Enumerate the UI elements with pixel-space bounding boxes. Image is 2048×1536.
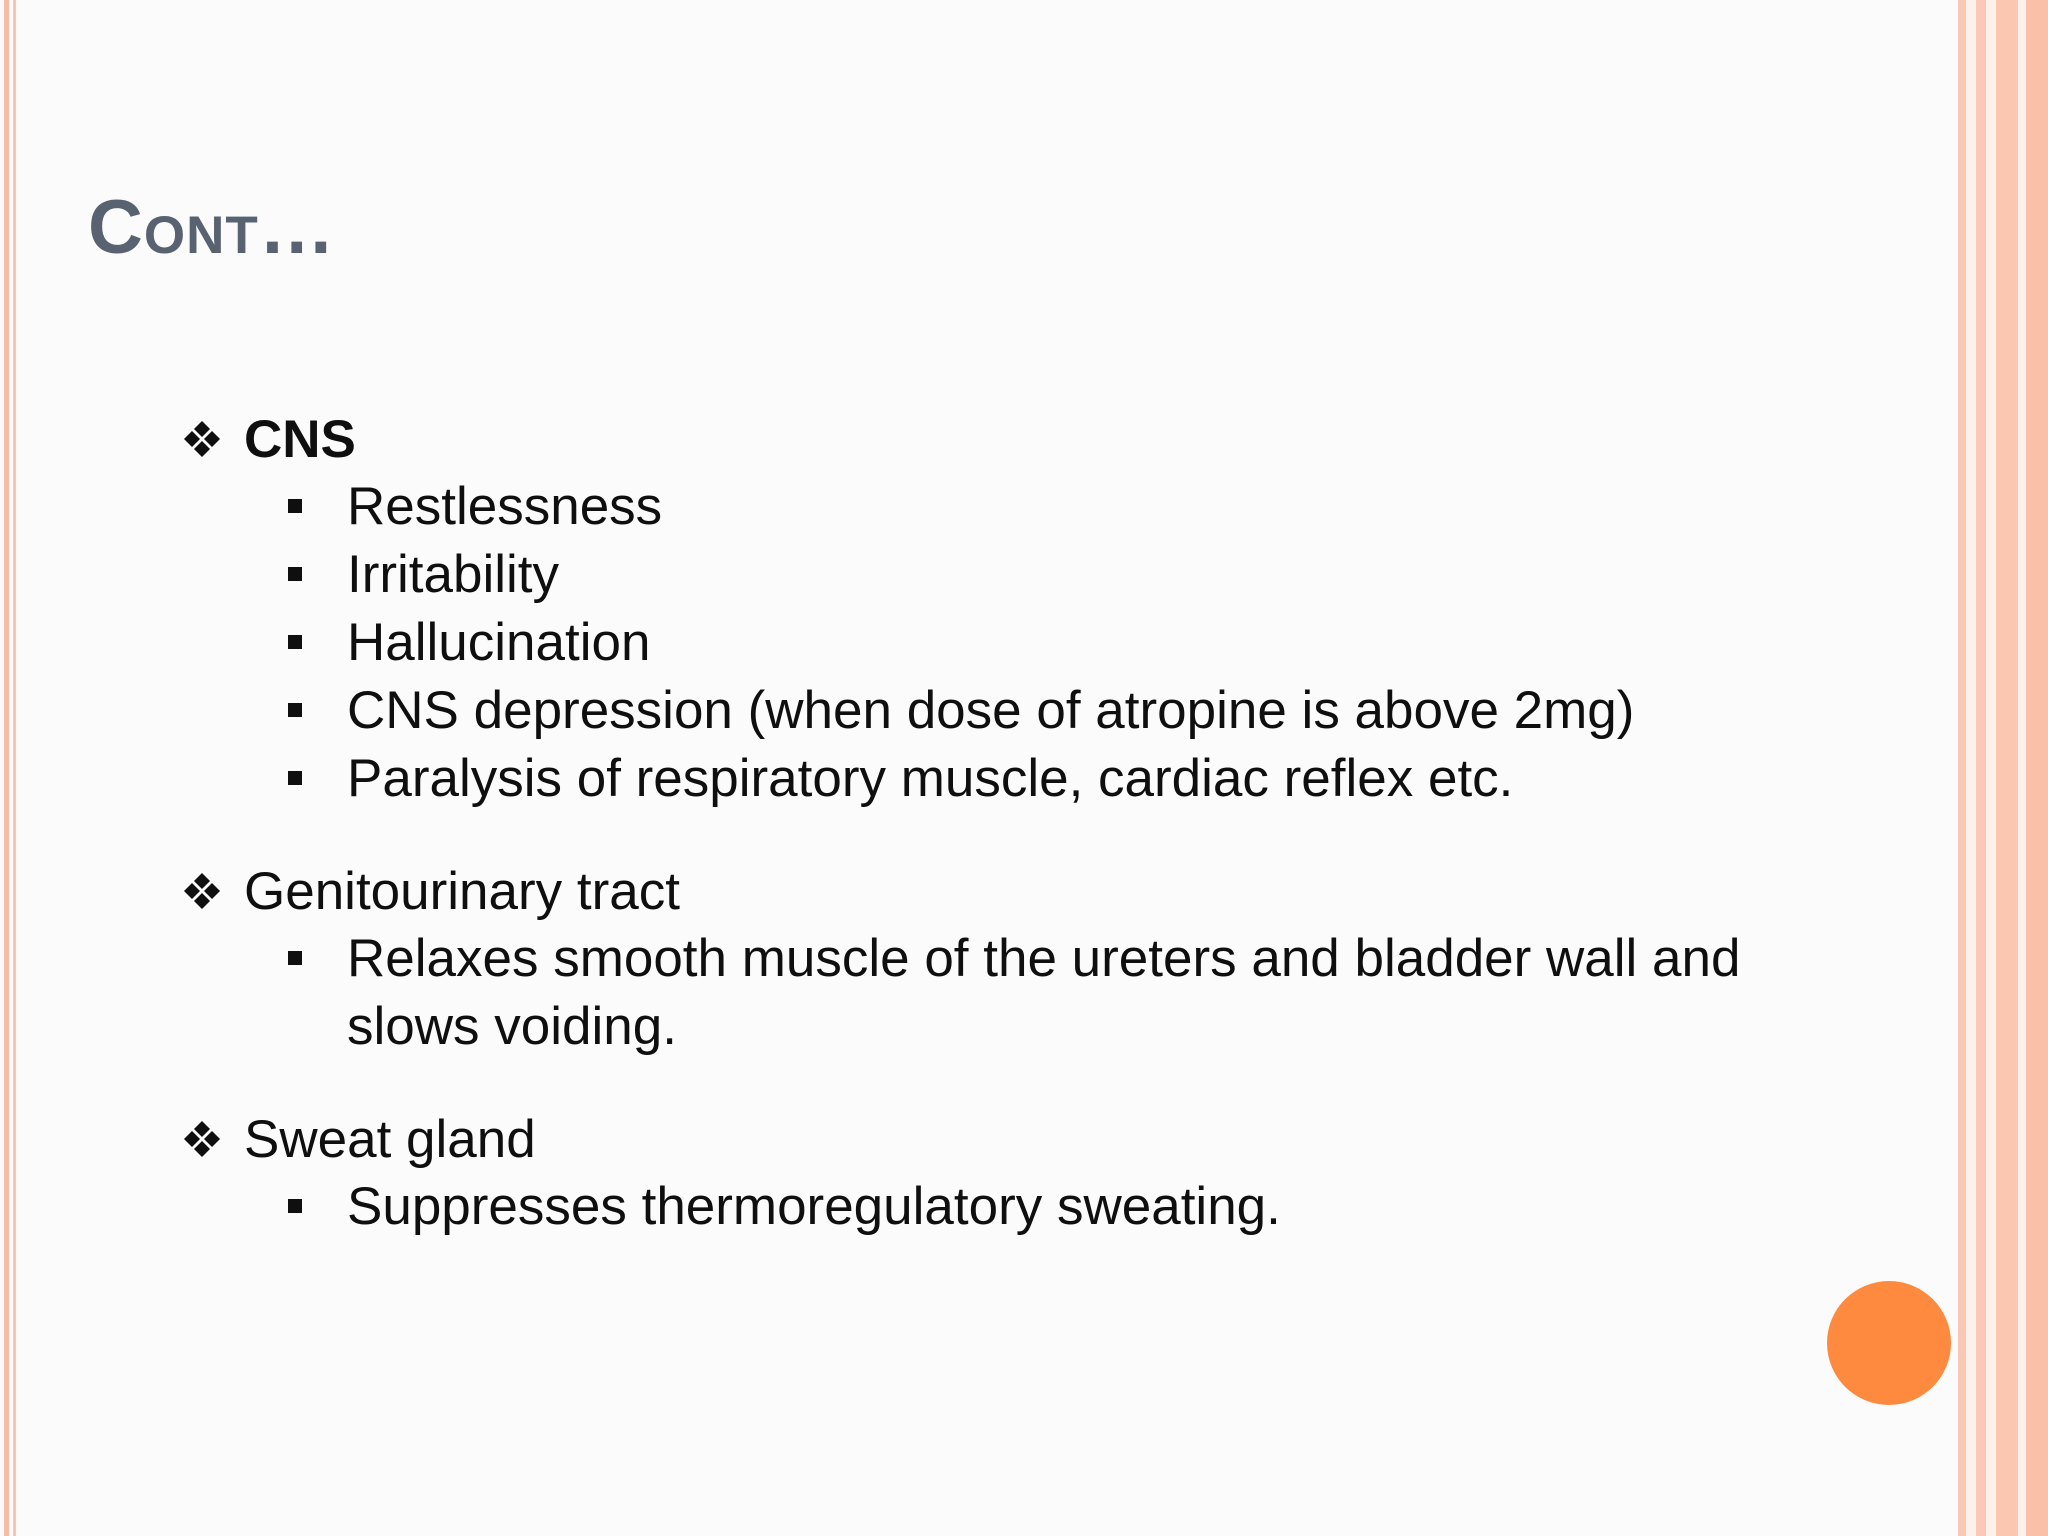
- orange-circle-decoration: [1827, 1281, 1951, 1405]
- right-border-stripe: [1996, 0, 2018, 1536]
- section-heading: [182, 1105, 1862, 1173]
- list-item: [182, 541, 1862, 609]
- list-item-text: Paralysis of respiratory muscle, cardiac reflex etc.: [347, 749, 1514, 808]
- section-heading: [182, 405, 1862, 473]
- square-bullet-icon: [288, 499, 302, 513]
- square-bullet-icon: [288, 1199, 302, 1213]
- right-border-stripe: [1958, 0, 1966, 1536]
- right-border-stripe: [2026, 0, 2048, 1536]
- list-item-text: Hallucination: [347, 613, 651, 672]
- slide-content: [182, 405, 1862, 1285]
- list-item-text: CNS depression (when dose of atropine is above 2mg): [347, 681, 1635, 740]
- section-sweat-gland: [182, 1105, 1862, 1241]
- slide-title: Cont…: [88, 185, 336, 270]
- square-bullet-icon: [288, 951, 302, 965]
- list-item: [182, 473, 1862, 541]
- right-border-stripe: [1976, 0, 1986, 1536]
- list-item: [182, 1173, 1862, 1241]
- diamond-bullet-icon: [182, 419, 222, 459]
- section-heading-label: Sweat gland: [244, 1109, 536, 1169]
- list-item: [182, 745, 1862, 813]
- square-bullet-icon: [288, 771, 302, 785]
- diamond-bullet-icon: [182, 871, 222, 911]
- section-genitourinary: [182, 857, 1862, 1061]
- list-item-text: Suppresses thermoregulatory sweating.: [347, 1177, 1281, 1236]
- square-bullet-icon: [288, 703, 302, 717]
- square-bullet-icon: [288, 567, 302, 581]
- list-item-text: Restlessness: [347, 477, 663, 536]
- left-border-stripe: [4, 0, 9, 1536]
- section-heading-label: Genitourinary tract: [244, 861, 680, 921]
- list-item: [182, 677, 1862, 745]
- section-heading: [182, 857, 1862, 925]
- list-item-text: Irritability: [347, 545, 560, 604]
- square-bullet-icon: [288, 635, 302, 649]
- list-item: [182, 609, 1862, 677]
- left-border-stripe-inner: [13, 0, 16, 1536]
- section-cns: [182, 405, 1862, 813]
- list-item: [182, 925, 1877, 1061]
- section-heading-label: CNS: [244, 409, 356, 469]
- list-item-text: Relaxes smooth muscle of the ureters and bladder wall and slows voiding.: [347, 929, 1741, 1056]
- diamond-bullet-icon: [182, 1119, 222, 1159]
